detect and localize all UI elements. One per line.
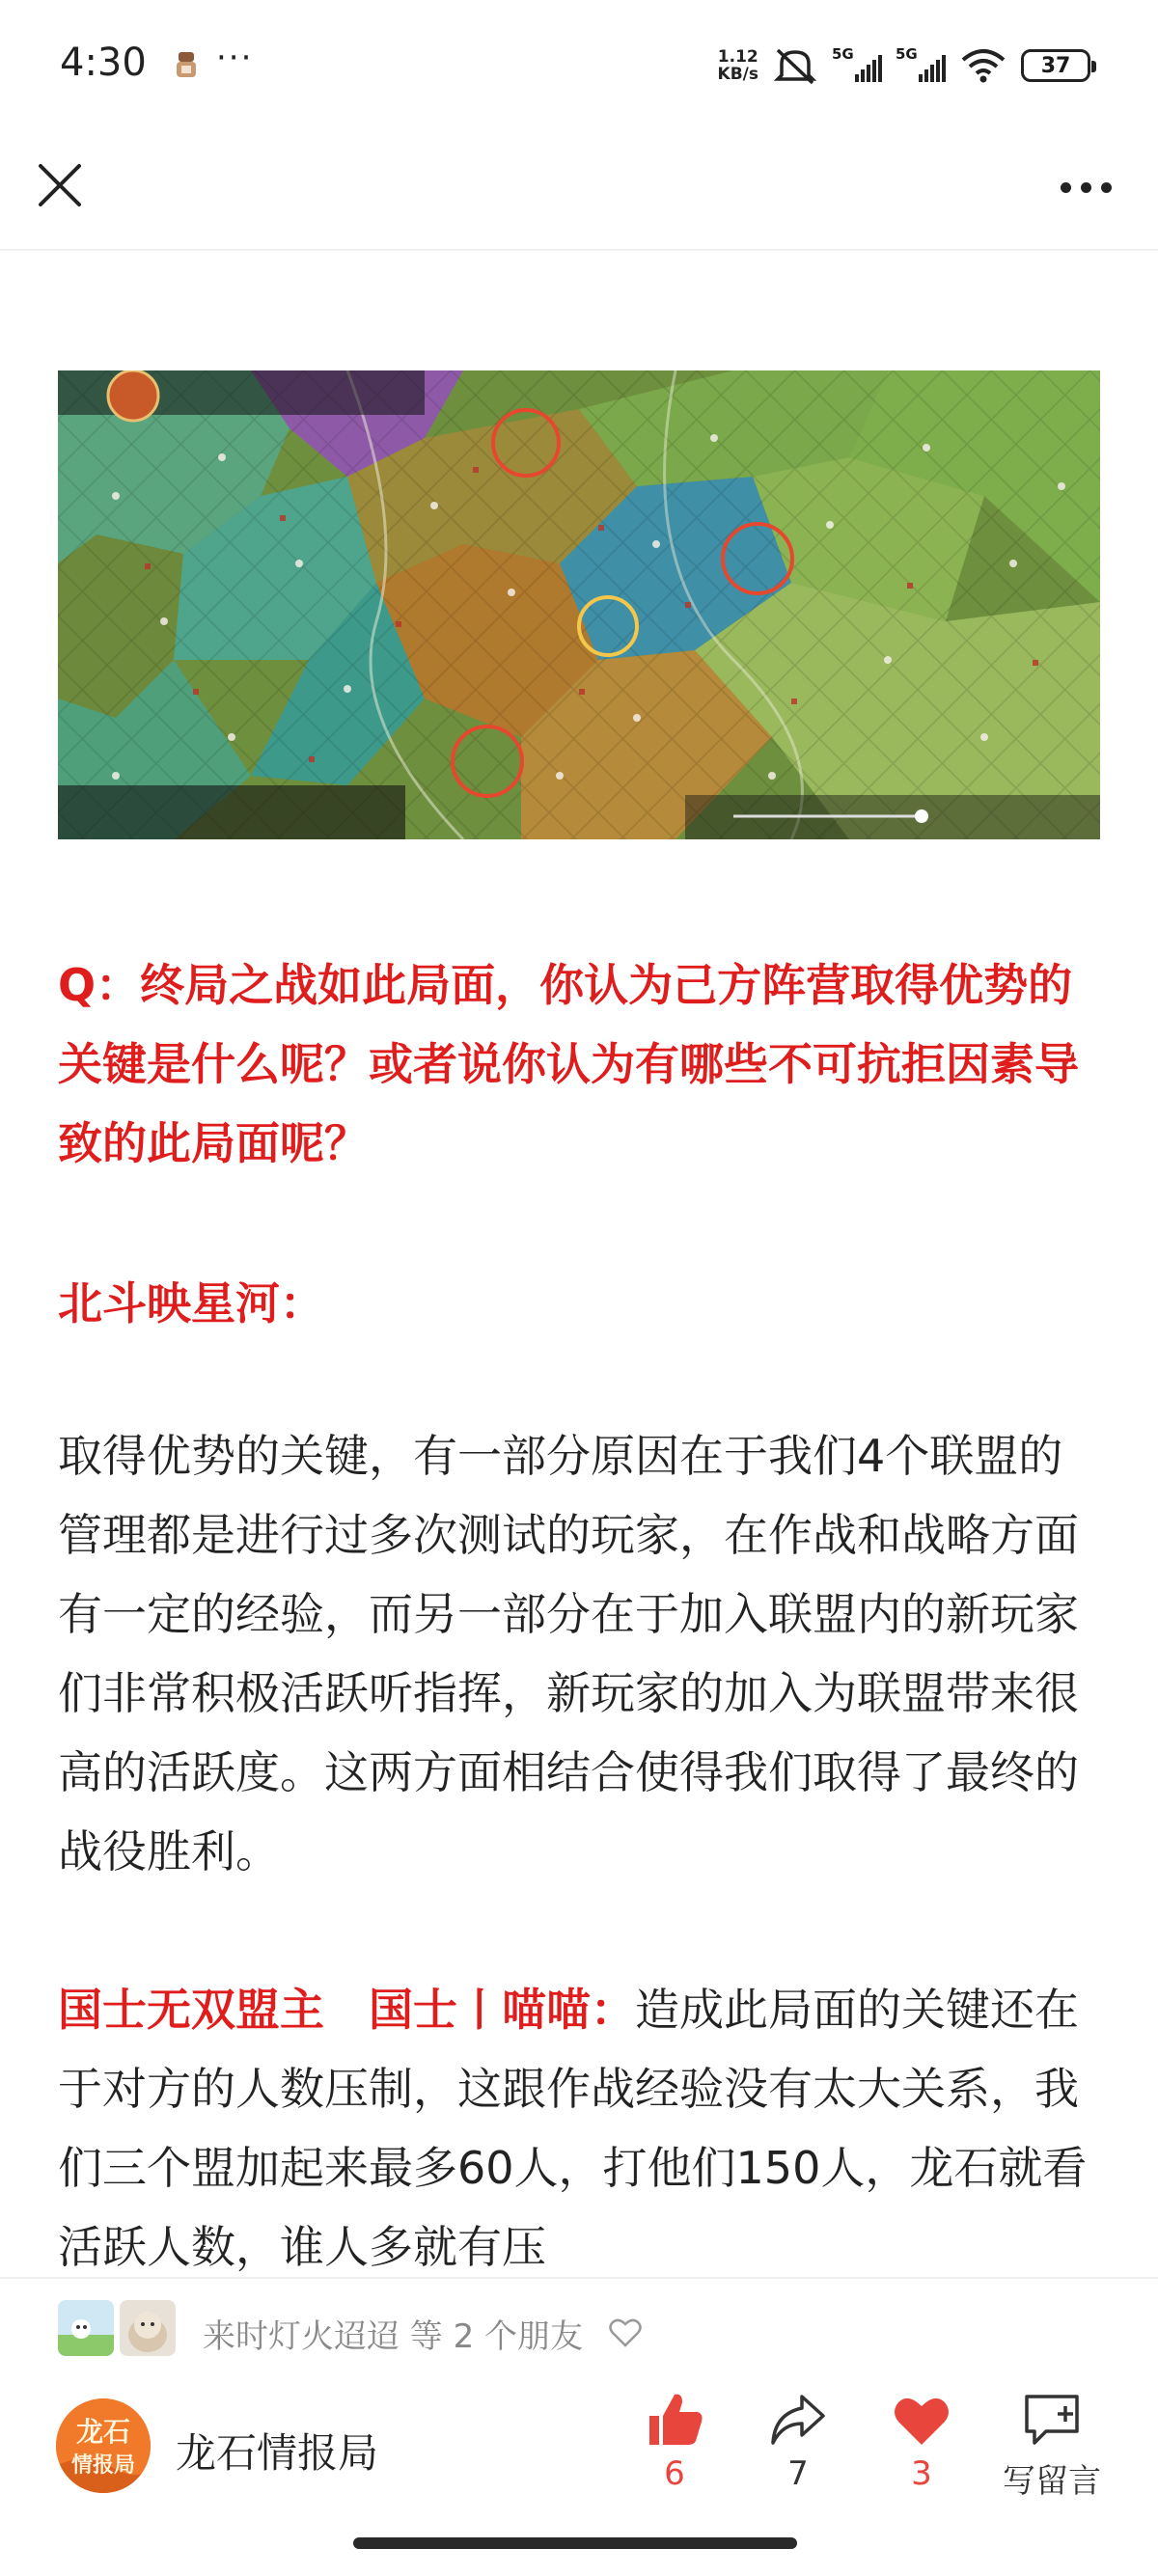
account-name[interactable]: 龙石情报局: [176, 2429, 379, 2477]
battery-icon: 37: [1021, 49, 1090, 82]
mute-icon: [772, 46, 818, 85]
status-more-icon: ···: [216, 39, 254, 77]
game-map-illustration: [58, 370, 1100, 839]
friends-liked-text: 来时灯火迢迢 等 2 个朋友: [203, 2317, 584, 2356]
thumbs-up-icon: [644, 2391, 705, 2449]
net-speed: [718, 48, 758, 83]
like-button[interactable]: [621, 2391, 728, 2493]
sim2-label: 5G: [896, 45, 918, 63]
answer-paragraph: [58, 1970, 1100, 2277]
article-body: [58, 251, 1100, 2277]
question-text: Q：终局之战如此局面，你认为己方阵营取得优势的关键是什么呢？或者说你认为有哪些不可抗拒因素导致的此局面呢？: [58, 959, 1079, 1169]
more-dot: [1061, 182, 1071, 193]
game-map-image[interactable]: [58, 370, 1100, 839]
answer-paragraph-text: 造成此局面的关键还在于对方的人数压制，这跟作战经验没有太大关系，我们三个盟加起来最多60人，打他们150人，龙石就看活跃人数，谁人多就有压: [58, 1984, 1088, 2273]
friends-liked-bar[interactable]: [0, 2277, 1158, 2377]
comment-button[interactable]: [994, 2391, 1110, 2502]
account-avatar-image: [56, 2398, 151, 2493]
heart-icon: [891, 2391, 952, 2449]
status-time: 4:30: [60, 41, 147, 85]
more-dot: [1081, 182, 1091, 193]
speaker-name: 北斗映星河：: [58, 1277, 324, 1329]
net-speed-value: 1.12: [717, 47, 758, 67]
more-icon[interactable]: [1052, 160, 1119, 214]
net-speed-unit: KB/s: [717, 65, 758, 84]
heart-outline-icon: [608, 2317, 643, 2348]
close-icon[interactable]: [31, 156, 89, 214]
signal-icon: [832, 45, 882, 82]
speaker-name: 国士无双盟主 国士丨喵喵：: [58, 1984, 635, 2036]
avatar-text-line2: 情报局: [70, 2453, 136, 2478]
friend-avatar: [120, 2300, 176, 2356]
signal-icon: [896, 45, 946, 82]
friend-avatar: [58, 2300, 114, 2356]
share-button[interactable]: [745, 2391, 851, 2493]
answer-paragraph: 取得优势的关键，有一部分原因在于我们4个联盟的管理都是进行过多次测试的玩家，在作战和战略方面有一定的经验，而另一部分在于加入联盟内的新玩家们非常积极活跃听指挥，新玩家的加入为联盟带来很高的活跃度。这两方面相结合使得我们取得了最终的战役胜利。: [58, 1430, 1079, 1877]
comment-icon: [1021, 2391, 1083, 2449]
comment-label: 写留言: [1003, 2462, 1101, 2501]
status-bar: [0, 0, 1158, 131]
app-notification-icon: [174, 50, 199, 81]
like-count: 6: [664, 2454, 685, 2493]
more-dot: [1101, 182, 1112, 193]
avatar-text-line1: 龙石: [75, 2416, 131, 2448]
favorite-button[interactable]: [868, 2391, 975, 2493]
status-indicators: [718, 44, 1090, 87]
share-count: 7: [787, 2454, 809, 2493]
wifi-icon: [959, 46, 1007, 85]
bottom-action-bar: [0, 2377, 1158, 2522]
sim1-label: 5G: [832, 45, 854, 63]
top-nav: [0, 131, 1158, 251]
share-icon: [767, 2391, 829, 2449]
home-indicator[interactable]: [353, 2537, 797, 2549]
account-avatar[interactable]: [56, 2398, 151, 2493]
favorite-count: 3: [911, 2454, 932, 2493]
